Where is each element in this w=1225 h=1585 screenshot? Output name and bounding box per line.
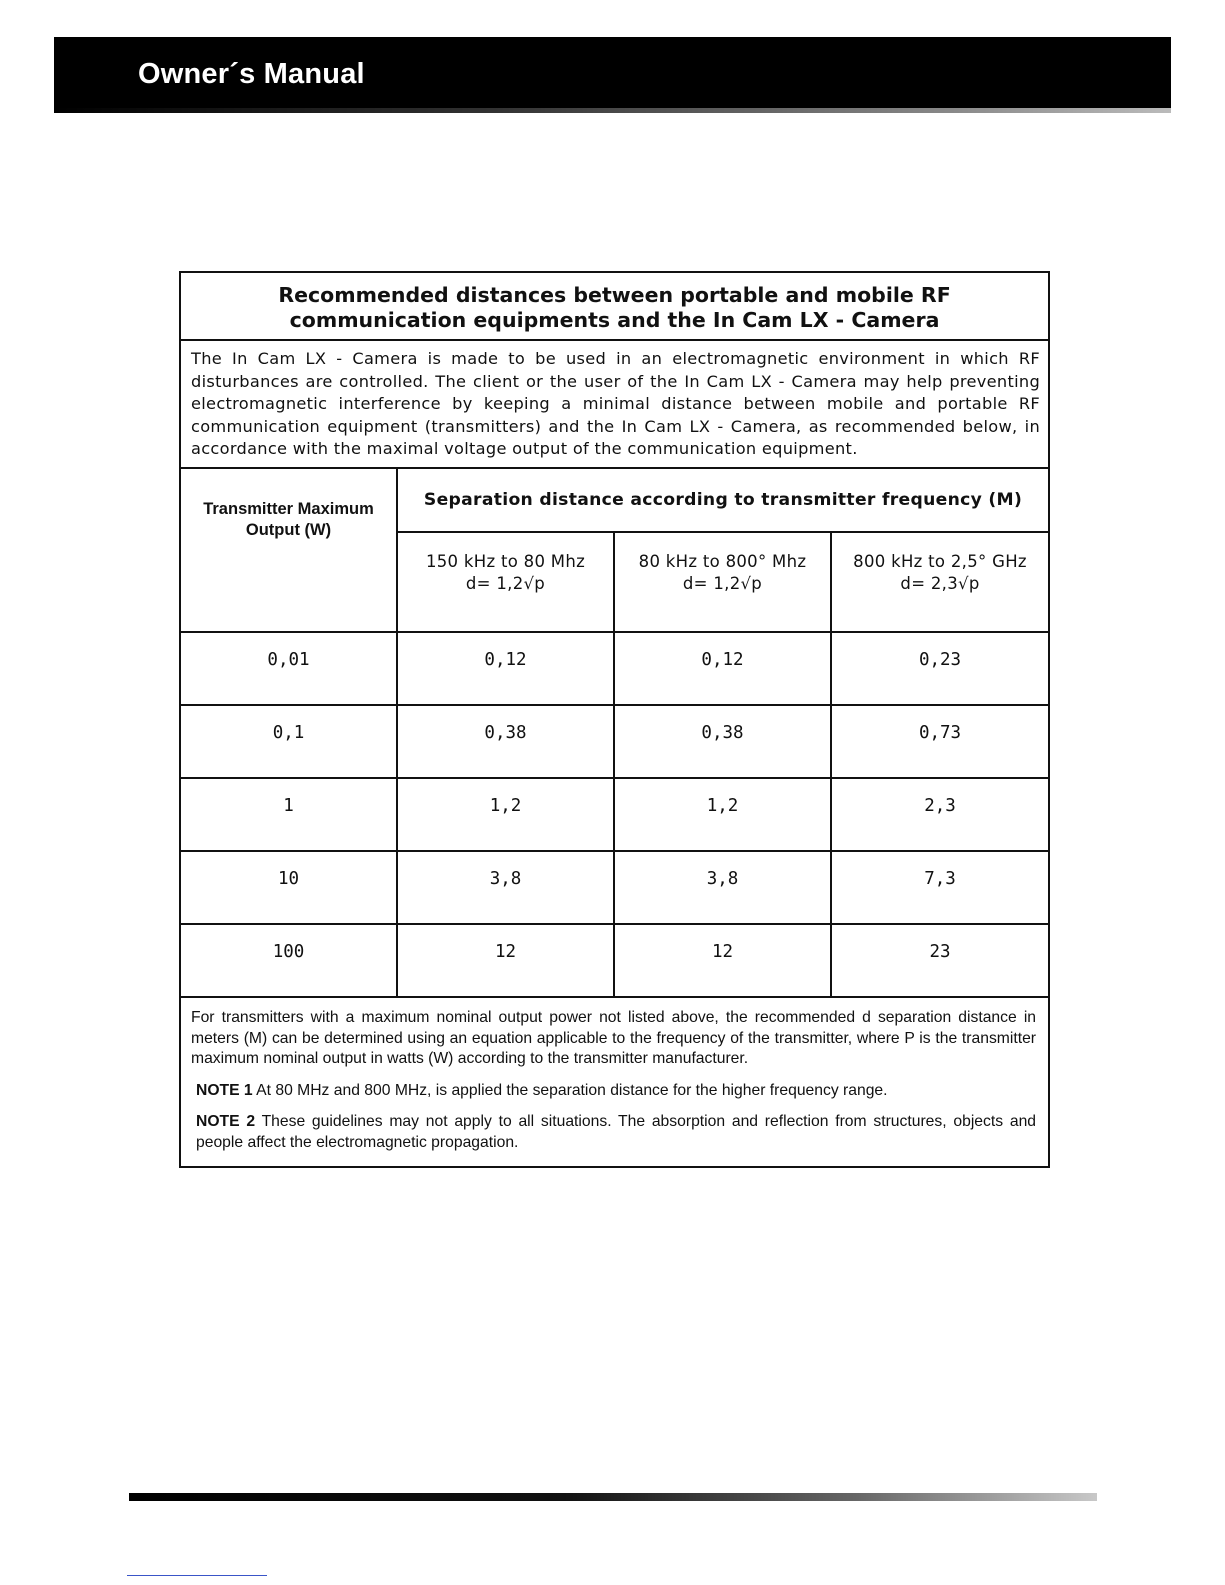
intro-paragraph: The In Cam LX - Camera is made to be used in an electromagnetic environment in which RF disturbances are controlled. The client or the user of the In Cam LX - Camera may help preventing electromagnetic interference by keeping a minimal distance between mobile and portable RF communication equipment (transmitters) and the In Cam LX - Camera, as recommended below, in accordance with the maximal voltage output of the communication equipment. <box>180 340 1049 468</box>
table-title-line-1: Recommended distances between portable and mobile RF <box>278 283 951 307</box>
table-row <box>180 924 1049 997</box>
distance-cell: 1,2 <box>397 778 614 851</box>
distance-cell: 23 <box>831 924 1049 997</box>
footer-bar <box>129 1493 1097 1501</box>
output-value-cell: 0,01 <box>180 632 397 705</box>
distance-cell: 0,12 <box>614 632 831 705</box>
table-row <box>180 778 1049 851</box>
note-1-text: At 80 MHz and 800 MHz, is applied the separation distance for the higher frequency range. <box>252 1081 888 1099</box>
distance-cell: 0,12 <box>397 632 614 705</box>
table-row <box>180 851 1049 924</box>
distance-cell: 2,3 <box>831 778 1049 851</box>
header-bar <box>54 37 1171 113</box>
distance-cell: 0,23 <box>831 632 1049 705</box>
distance-cell: 12 <box>614 924 831 997</box>
distance-cell: 7,3 <box>831 851 1049 924</box>
frequency-column-header <box>614 532 831 632</box>
distance-cell: 0,38 <box>397 705 614 778</box>
frequency-range: 80 kHz to 800° Mhz <box>638 551 807 571</box>
notes-section <box>180 997 1049 1167</box>
table-row <box>180 705 1049 778</box>
rf-distance-table <box>179 271 1050 1168</box>
output-value-cell: 10 <box>180 851 397 924</box>
distance-cell: 1,2 <box>614 778 831 851</box>
output-value-cell: 0,1 <box>180 705 397 778</box>
note-2-label: NOTE 2 <box>196 1113 256 1131</box>
table-title <box>180 272 1049 340</box>
frequency-column-header <box>397 532 614 632</box>
note-1-label: NOTE 1 <box>196 1081 253 1099</box>
frequency-range: 800 kHz to 2,5° GHz <box>853 551 1027 571</box>
footnote-paragraph: For transmitters with a maximum nominal output power not listed above, the recommended d separation distance in meters (M) can be determined using an equation applicable to the frequency of the transmitter, where P is the transmitter maximum nominal output in watts (W) according to the transmitter manufacturer. <box>191 1008 1037 1068</box>
distance-formula: d= 2,3√p <box>900 573 980 593</box>
frequency-column-header <box>831 532 1049 632</box>
footer-mark <box>127 1575 267 1576</box>
output-value-cell: 100 <box>180 924 397 997</box>
note-2-text: These guidelines may not apply to all situations. The absorption and reflection from structures, objects and people affect the electromagnetic propagation. <box>196 1113 1037 1151</box>
distance-cell: 12 <box>397 924 614 997</box>
table-title-line-2: communication equipments and the In Cam LX - Camera <box>289 308 940 332</box>
distance-cell: 0,38 <box>614 705 831 778</box>
frequency-range: 150 kHz to 80 Mhz <box>425 551 586 571</box>
output-value-cell: 1 <box>180 778 397 851</box>
distance-cell: 3,8 <box>614 851 831 924</box>
note-1 <box>191 1081 1036 1102</box>
distance-formula: d= 1,2√p <box>682 573 763 593</box>
page-title: Owner´s Manual <box>138 58 365 90</box>
table-row <box>180 632 1049 705</box>
distance-formula: d= 1,2√p <box>465 573 546 593</box>
output-column-header: Transmitter Maximum Output (W) <box>180 468 397 632</box>
note-2 <box>191 1112 1036 1153</box>
separation-header: Separation distance according to transmitter frequency (M) <box>397 468 1049 532</box>
distance-cell: 0,73 <box>831 705 1049 778</box>
distance-cell: 3,8 <box>397 851 614 924</box>
